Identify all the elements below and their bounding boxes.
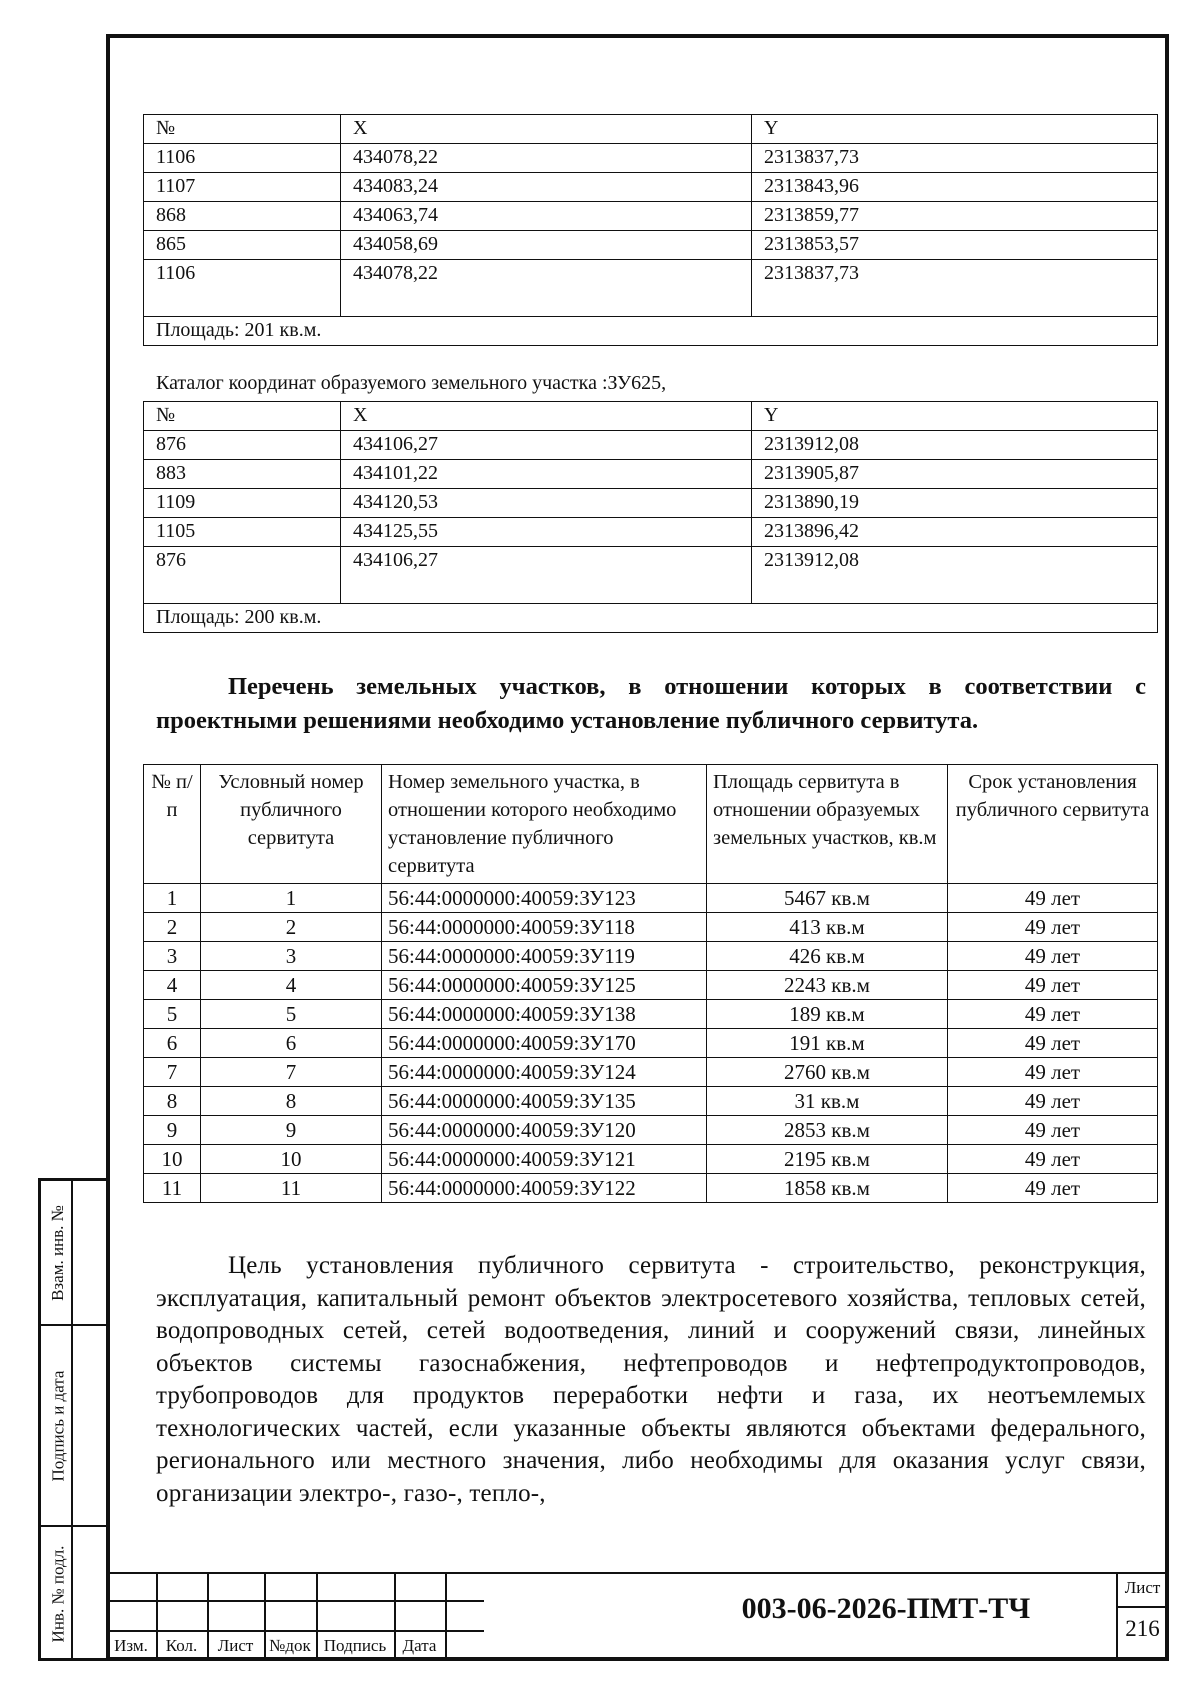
table-cell: 7 <box>144 1058 201 1087</box>
table-cell: 434101,22 <box>341 460 752 489</box>
table-cell: 2313853,57 <box>752 231 1158 260</box>
side-cell <box>41 1527 106 1661</box>
table-row <box>144 1058 1158 1087</box>
table-cell: 434106,27 <box>341 431 752 460</box>
table-cell: 1106 <box>144 260 341 317</box>
table-cell: 434063,74 <box>341 202 752 231</box>
column-header: Площадь сервитута в отношении образуемых земельных участков, кв.м <box>707 765 948 884</box>
side-label: Подпись и дата <box>48 1370 67 1481</box>
table-cell: 2313843,96 <box>752 173 1158 202</box>
table-cell: 1107 <box>144 173 341 202</box>
table-cell: 876 <box>144 431 341 460</box>
table-cell: 8 <box>201 1087 382 1116</box>
table-cell: 426 кв.м <box>707 942 948 971</box>
coord-header: № <box>144 115 341 144</box>
table-cell: 2313912,08 <box>752 547 1158 604</box>
table-row <box>144 913 1158 942</box>
table-row <box>144 431 1158 460</box>
table-row <box>144 1145 1158 1174</box>
table-row <box>144 202 1158 231</box>
table-cell: 2 <box>144 913 201 942</box>
table-cell: 2195 кв.м <box>707 1145 948 1174</box>
coord-header: X <box>341 115 752 144</box>
table-cell: 434083,24 <box>341 173 752 202</box>
table-cell: 883 <box>144 460 341 489</box>
table-cell: 6 <box>201 1029 382 1058</box>
table-row <box>144 547 1158 604</box>
table-cell: 49 лет <box>948 884 1158 913</box>
area-value: Площадь: 201 кв.м. <box>144 317 1158 346</box>
table-cell: 56:44:0000000:40059:ЗУ120 <box>382 1116 707 1145</box>
table-cell: 56:44:0000000:40059:ЗУ124 <box>382 1058 707 1087</box>
stamp-column-label: Лист <box>217 1636 254 1655</box>
table-cell: 10 <box>144 1145 201 1174</box>
table-row <box>144 173 1158 202</box>
coord-table-2 <box>143 401 1158 633</box>
table-cell: 49 лет <box>948 1087 1158 1116</box>
table-cell: 7 <box>201 1058 382 1087</box>
side-label: Взам. инв. № <box>48 1204 67 1301</box>
coord-header: Y <box>752 402 1158 431</box>
table-row <box>144 518 1158 547</box>
table-cell: 2 <box>201 913 382 942</box>
column-header: № п/п <box>144 765 201 884</box>
column-header: Условный номер публичного сервитута <box>201 765 382 884</box>
table-cell: 434106,27 <box>341 547 752 604</box>
table-cell: 1109 <box>144 489 341 518</box>
stamp-column-label: Дата <box>402 1636 437 1655</box>
table-cell: 2313837,73 <box>752 144 1158 173</box>
table-row <box>144 460 1158 489</box>
table-cell: 49 лет <box>948 1145 1158 1174</box>
coord-header: Y <box>752 115 1158 144</box>
coord-header: № <box>144 402 341 431</box>
title-block <box>106 1572 1169 1661</box>
table-cell: 49 лет <box>948 1116 1158 1145</box>
table-row <box>144 1174 1158 1203</box>
table-cell: 413 кв.м <box>707 913 948 942</box>
coord-caption: Каталог координат образуемого земельного участка :ЗУ625, <box>156 372 667 394</box>
table-cell: 9 <box>144 1116 201 1145</box>
table-cell: 434120,53 <box>341 489 752 518</box>
table-cell: 49 лет <box>948 913 1158 942</box>
table-cell: 8 <box>144 1087 201 1116</box>
table-cell: 1858 кв.м <box>707 1174 948 1203</box>
table-cell: 189 кв.м <box>707 1000 948 1029</box>
table-row <box>144 144 1158 173</box>
table-cell: 49 лет <box>948 1029 1158 1058</box>
table-cell: 1 <box>144 884 201 913</box>
side-label: Инв. № подл. <box>48 1545 67 1643</box>
document-code: 003-06-2026-ПМТ-ТЧ <box>741 1592 1031 1625</box>
table-cell: 11 <box>201 1174 382 1203</box>
table-row <box>144 1000 1158 1029</box>
table-cell: 2313837,73 <box>752 260 1158 317</box>
table-cell: 434078,22 <box>341 144 752 173</box>
column-header: Срок установления публичного сервитута <box>948 765 1158 884</box>
table-cell: 3 <box>144 942 201 971</box>
table-cell: 49 лет <box>948 942 1158 971</box>
table-cell: 434058,69 <box>341 231 752 260</box>
table-cell: 56:44:0000000:40059:ЗУ170 <box>382 1029 707 1058</box>
table-cell: 49 лет <box>948 971 1158 1000</box>
table-row <box>144 1116 1158 1145</box>
table-cell: 865 <box>144 231 341 260</box>
table-row <box>144 1087 1158 1116</box>
table-cell: 31 кв.м <box>707 1087 948 1116</box>
coord-header: X <box>341 402 752 431</box>
table-cell: 191 кв.м <box>707 1029 948 1058</box>
stamp-column-label: Изм. <box>114 1636 148 1655</box>
table-cell: 56:44:0000000:40059:ЗУ122 <box>382 1174 707 1203</box>
stamp-column-label: №док <box>269 1636 311 1655</box>
table-cell: 11 <box>144 1174 201 1203</box>
table-row <box>144 884 1158 913</box>
table-header-row <box>144 765 1158 884</box>
table-cell: 3 <box>201 942 382 971</box>
table-cell: 2313890,19 <box>752 489 1158 518</box>
servitude-table <box>143 764 1158 1203</box>
table-cell: 868 <box>144 202 341 231</box>
table-cell: 434078,22 <box>341 260 752 317</box>
table-row <box>144 489 1158 518</box>
table-cell: 2313859,77 <box>752 202 1158 231</box>
table-cell: 56:44:0000000:40059:ЗУ138 <box>382 1000 707 1029</box>
sheet-number: 216 <box>1125 1616 1160 1641</box>
table-cell: 56:44:0000000:40059:ЗУ123 <box>382 884 707 913</box>
table-cell: 49 лет <box>948 1000 1158 1029</box>
side-stamp <box>38 1178 106 1661</box>
table-cell: 2853 кв.м <box>707 1116 948 1145</box>
stamp-column-label: Подпись <box>323 1636 387 1655</box>
body-paragraph: Цель установления публичного сервитута - строительство, реконструкция, эксплуатация, капитальный ремонт объектов электросетевого хозяйства, тепловых сетей, водопроводных сетей, сетей водоотведения, линий и сооружений связи, линейных объектов системы газоснабжения, нефтепроводов и нефтепродуктопроводов, трубопроводов для продуктов переработки нефти и газа, их неотъемлемых технологических частей, если указанные объекты являются объектами федерального, регионального или местного значения, либо необходимы для оказания услуг связи, организации электро-, газо-, тепло-, <box>156 1252 1146 1507</box>
table-cell: 6 <box>144 1029 201 1058</box>
table-cell: 876 <box>144 547 341 604</box>
table-cell: 56:44:0000000:40059:ЗУ121 <box>382 1145 707 1174</box>
table-cell: 1 <box>201 884 382 913</box>
table-cell: 49 лет <box>948 1174 1158 1203</box>
table-cell: 4 <box>201 971 382 1000</box>
column-header: Номер земельного участка, в отношении которого необходимо установление публичного сервитута <box>382 765 707 884</box>
table-row <box>144 231 1158 260</box>
table-cell: 56:44:0000000:40059:ЗУ118 <box>382 913 707 942</box>
table-cell: 2313905,87 <box>752 460 1158 489</box>
table-cell: 434125,55 <box>341 518 752 547</box>
section-heading: Перечень земельных участков, в отношении которых в соответствии с проектными решениями необходимо установление публичного сервитута. <box>156 673 1146 734</box>
table-cell: 4 <box>144 971 201 1000</box>
table-cell: 2313912,08 <box>752 431 1158 460</box>
table-cell: 2760 кв.м <box>707 1058 948 1087</box>
table-row <box>144 260 1158 317</box>
table-cell: 5 <box>144 1000 201 1029</box>
sheet-label: Лист <box>1124 1578 1161 1597</box>
table-cell: 10 <box>201 1145 382 1174</box>
table-cell: 1105 <box>144 518 341 547</box>
table-cell: 5467 кв.м <box>707 884 948 913</box>
table-cell: 56:44:0000000:40059:ЗУ125 <box>382 971 707 1000</box>
table-row <box>144 971 1158 1000</box>
area-value: Площадь: 200 кв.м. <box>144 604 1158 633</box>
coord-table-1 <box>143 114 1158 346</box>
table-cell: 56:44:0000000:40059:ЗУ135 <box>382 1087 707 1116</box>
table-cell: 49 лет <box>948 1058 1158 1087</box>
table-cell: 2313896,42 <box>752 518 1158 547</box>
side-cell <box>41 1181 106 1326</box>
table-cell: 56:44:0000000:40059:ЗУ119 <box>382 942 707 971</box>
stamp-column-label: Кол. <box>165 1636 198 1655</box>
table-row <box>144 1029 1158 1058</box>
table-cell: 2243 кв.м <box>707 971 948 1000</box>
table-cell: 9 <box>201 1116 382 1145</box>
side-cell <box>41 1326 106 1527</box>
table-cell: 5 <box>201 1000 382 1029</box>
table-row <box>144 942 1158 971</box>
table-cell: 1106 <box>144 144 341 173</box>
